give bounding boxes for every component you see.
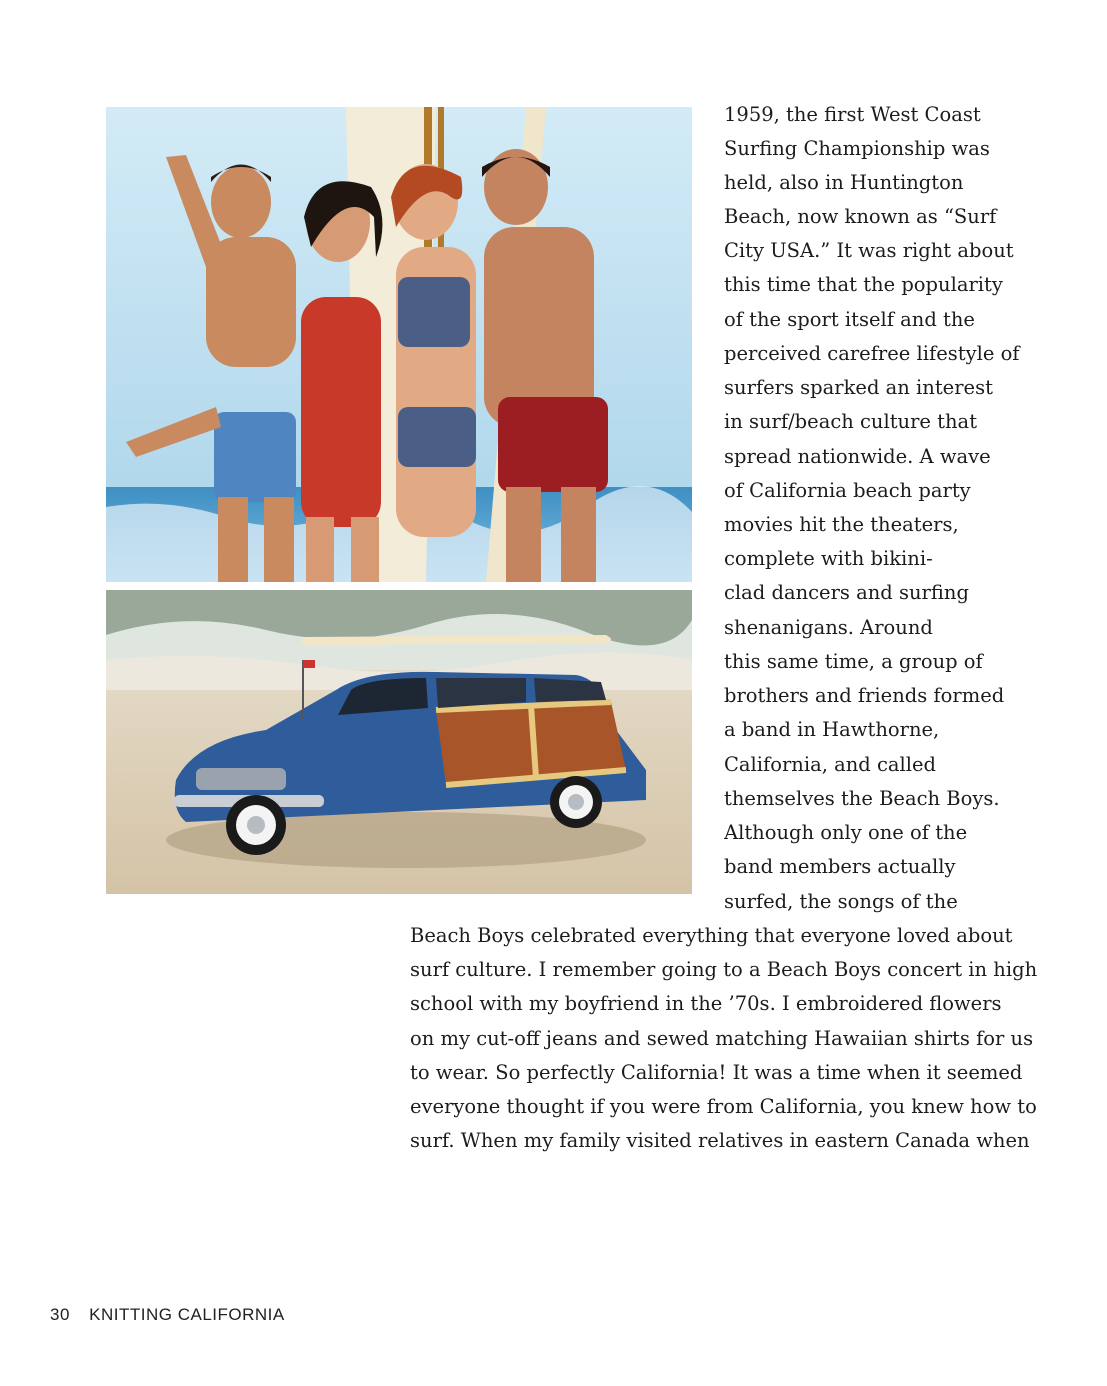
woodie-wagon-photo-illustration bbox=[106, 590, 692, 894]
text-line: surfed, the songs of the bbox=[724, 890, 958, 913]
text-line: spread nationwide. A wave bbox=[724, 445, 991, 468]
text-line: Surfing Championship was bbox=[724, 137, 990, 160]
page-number: 30 bbox=[50, 1305, 70, 1324]
page-footer bbox=[50, 1305, 285, 1325]
text-line: City USA.” It was right about bbox=[724, 239, 1014, 262]
beach-party-photo bbox=[106, 107, 692, 582]
text-line: in surf/beach culture that bbox=[724, 410, 978, 433]
text-line: on my cut-off jeans and sewed matching Hawaiian shirts for us bbox=[410, 1027, 1034, 1050]
text-line: shenanigans. Around bbox=[724, 616, 933, 639]
text-line: band members actually bbox=[724, 855, 956, 878]
text-line: brothers and friends formed bbox=[724, 684, 1005, 707]
text-line: surf. When my family visited relatives in eastern Canada when bbox=[410, 1129, 1030, 1152]
text-line: perceived carefree lifestyle of bbox=[724, 342, 1020, 365]
woodie-wagon-photo bbox=[106, 590, 692, 894]
text-line: this time that the popularity bbox=[724, 273, 1003, 296]
text-line: Beach Boys celebrated everything that everyone loved about bbox=[410, 924, 1013, 947]
text-line: everyone thought if you were from California, you knew how to bbox=[410, 1095, 1037, 1118]
text-line: surf culture. I remember going to a Beach Boys concert in high bbox=[410, 958, 1038, 981]
text-line: Beach, now known as “Surf bbox=[724, 205, 997, 228]
text-line: held, also in Huntington bbox=[724, 171, 964, 194]
text-line: school with my boyfriend in the ’70s. I embroidered flowers bbox=[410, 992, 1002, 1015]
text-line: this same time, a group of bbox=[724, 650, 983, 673]
text-line: of the sport itself and the bbox=[724, 308, 975, 331]
text-line: clad dancers and surfing bbox=[724, 581, 969, 604]
text-line: surfers sparked an interest bbox=[724, 376, 993, 399]
text-line: Although only one of the bbox=[724, 821, 968, 844]
text-line: movies hit the theaters, bbox=[724, 513, 959, 536]
text-line: complete with bikini- bbox=[724, 547, 933, 570]
text-line: of California beach party bbox=[724, 479, 971, 502]
beach-party-photo-illustration bbox=[106, 107, 692, 582]
text-line: to wear. So perfectly California! It was a time when it seemed bbox=[410, 1061, 1023, 1084]
text-line: themselves the Beach Boys. bbox=[724, 787, 1000, 810]
text-line: 1959, the first West Coast bbox=[724, 103, 981, 126]
running-title: KNITTING CALIFORNIA bbox=[89, 1305, 285, 1324]
text-line: a band in Hawthorne, bbox=[724, 718, 940, 741]
text-line: California, and called bbox=[724, 753, 937, 776]
